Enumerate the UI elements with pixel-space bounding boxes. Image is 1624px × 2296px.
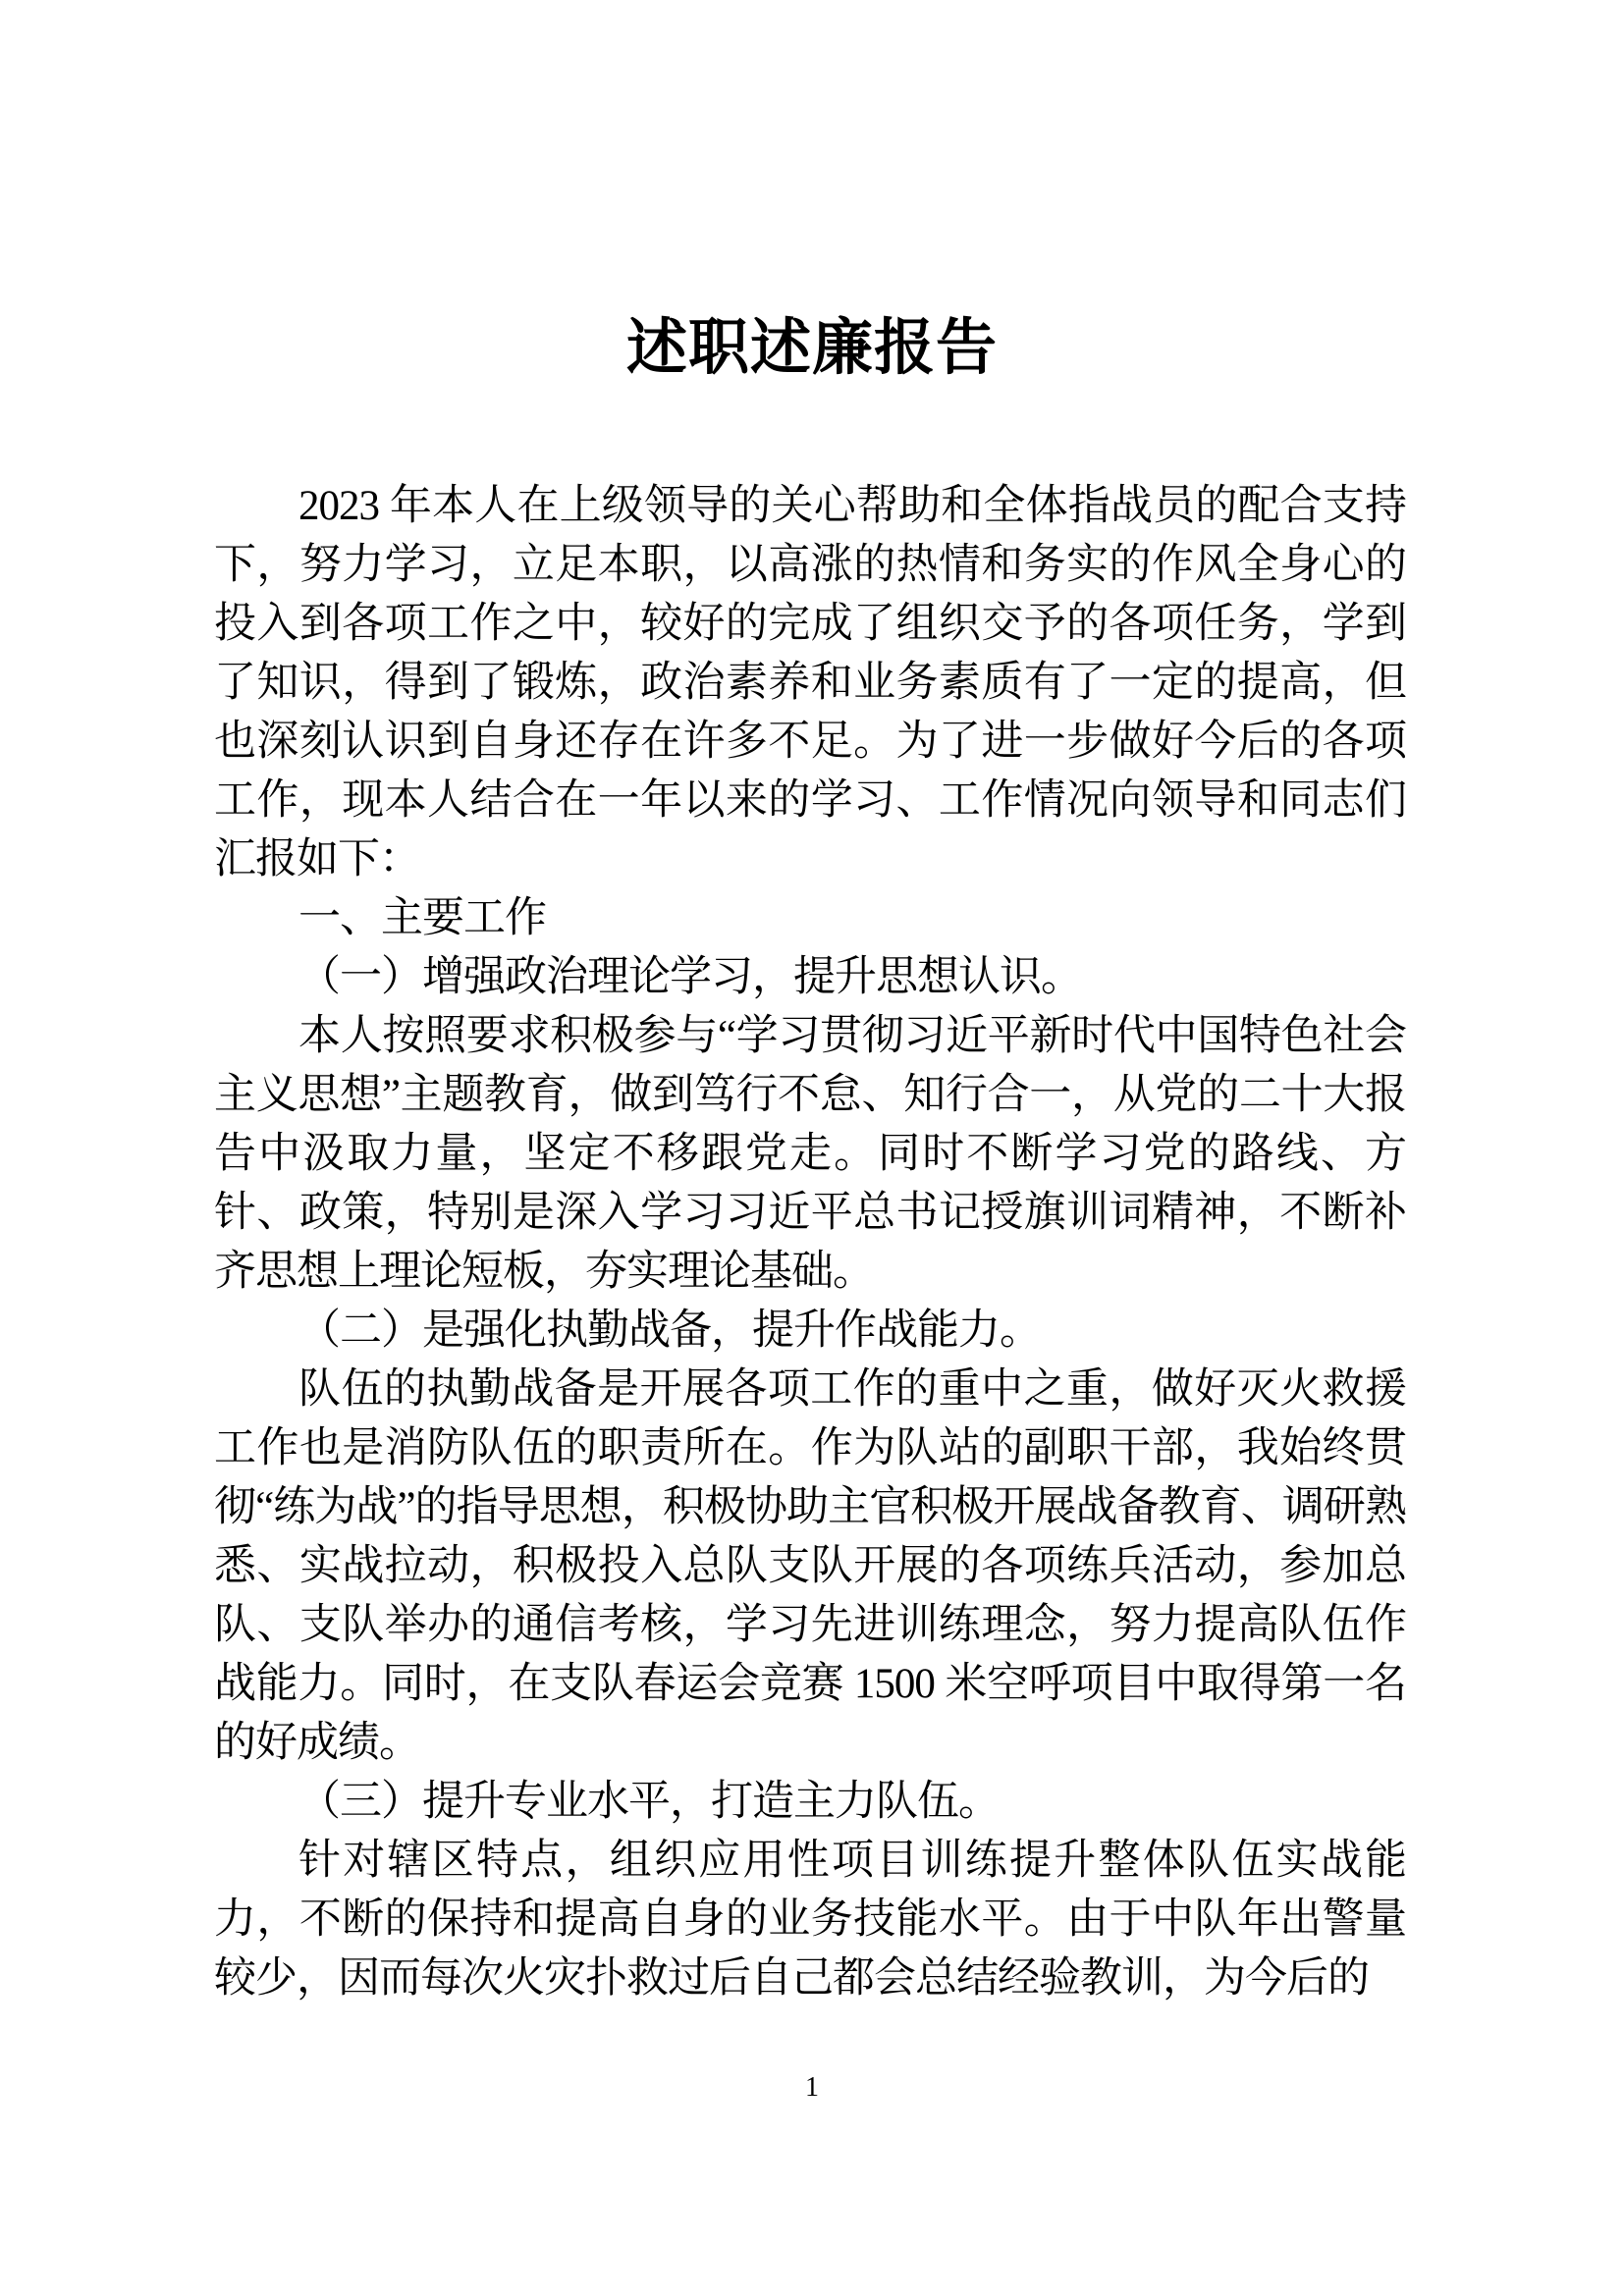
- document-title: 述职述廉报告: [625, 314, 998, 382]
- paragraph-combat-readiness: 队伍的执勤战备是开展各项工作的重中之重，做好灭火救援工作也是消防队伍的职责所在。作为队站的副职干部，我始终贯彻“练为战”的指导思想，积极协助主官积极开展战备教育、调研熟悉、实战拉动，积极投入总队支队开展的各项练兵活动，参加总队、支队举办的通信考核，学习先进训练理念，努力提高队伍作战能力。同时，在支队春运会竞赛 1500 米空呼项目中取得第一名的好成绩。: [214, 1366, 1406, 1767]
- opening-paragraph: 2023 年本人在上级领导的关心帮助和全体指战员的配合支持下，努力学习，立足本职，以高涨的热情和务实的作风全身心的投入到各项工作之中，较好的完成了组织交予的各项任务，学到了知识，得到了锻炼，政治素养和业务素质有了一定的提高，但也深刻认识到自身还存在许多不足。为了进一步做好今后的各项工作，现本人结合在一年以来的学习、工作情况向领导和同志们汇报如下：: [214, 483, 1406, 883]
- subsection-heading-professional-level: （三）提升专业水平，打造主力队伍。: [298, 1779, 1000, 1826]
- document-body: [214, 477, 1406, 2008]
- paragraph-political-theory: 本人按照要求积极参与“学习贯彻习近平新时代中国特色社会主义思想”主题教育，做到笃行不怠、知行合一，从党的二十大报告中汲取力量，坚定不移跟党走。同时不断学习党的路线、方针、政策，特别是深入学习习近平总书记授旗训词精神，不断补齐思想上理论短板，夯实理论基础。: [214, 1013, 1406, 1296]
- section-heading-main-work: 一、主要工作: [298, 895, 546, 942]
- paragraph-professional-level: 针对辖区特点，组织应用性项目训练提升整体队伍实战能力，不断的保持和提高自身的业务技能水平。由于中队年出警量较少，因而每次火灾扑救过后自己都会总结经验教训，为今后的: [214, 1838, 1406, 2002]
- subsection-heading-combat-readiness: （二）是强化执勤战备，提升作战能力。: [298, 1308, 1041, 1355]
- subsection-heading-political-theory: （一）增强政治理论学习，提升思想认识。: [298, 954, 1082, 1001]
- page-number: 1: [805, 2072, 819, 2103]
